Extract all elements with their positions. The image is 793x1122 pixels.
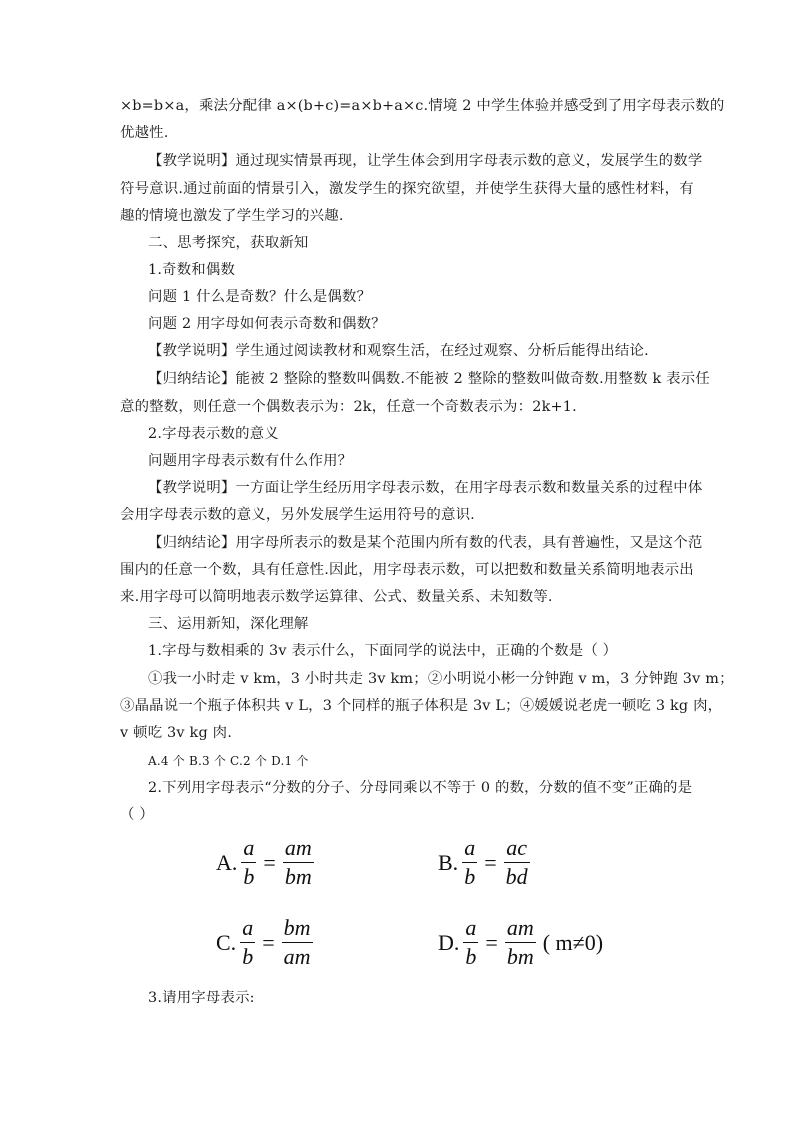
question-line: 问题 2 用字母如何表示奇数和偶数？ [148,316,386,332]
question-line: 问题 1 什么是奇数？什么是偶数？ [148,289,372,305]
option-label: D. [438,929,460,955]
exercise-statement: ③晶晶说一个瓶子体积共 v L，3 个同样的瓶子体积是 3v L；④媛媛说老虎一顿吃 3 kg 肉， [120,698,723,714]
question-line: 问题用字母表示数有什么作用？ [148,453,353,469]
text-line: 符号意识.通过前面的情景引入，激发学生的探究欲望，并使学生获得大量的感性材料，有 [120,181,694,197]
fraction: $\frac{a}{b}$ [465,915,477,970]
fraction: $\frac{a}{b}$ [242,915,254,970]
fraction: $\frac{ac}{bd}$ [505,835,528,890]
answer-blank: （ ） [120,807,154,823]
teaching-note: 【教学说明】一方面让学生经历用字母表示数，在用字母表示数和数量关系的过程中体 [148,480,703,496]
answer-choices: A.4 个 B.3 个 C.2 个 D.1 个 [148,754,309,768]
text-line: 优越性. [120,125,169,141]
exercise-statement: v 顿吃 3v kg 肉. [120,725,232,741]
text-line: 趣的情境也激发了学生学习的兴趣. [120,208,344,224]
fraction: $\frac{am}{bm}$ [284,835,312,890]
exercise-question: 2.下列用字母表示“分数的分子、分母同乘以不等于 0 的数，分数的值不变”正确的是 [148,780,693,796]
fraction: $\frac{a}{b}$ [464,835,476,890]
subsection-heading: 1.奇数和偶数 [148,262,236,278]
exercise-statement: ①我一小时走 v km，3 小时共走 3v km；②小明说小彬一分钟跑 v m，3 分钟跑 3v m； [148,671,734,687]
option-label: B. [438,849,459,875]
fraction: $\frac{a}{b}$ [243,835,255,890]
teaching-note: 【教学说明】通过现实情景再现，让学生体会到用字母表示数的意义，发展学生的数学 [148,153,703,169]
text-line: 围内的任意一个数，具有任意性.因此，用字母表示数，可以把数和数量关系简明地表示出 [120,562,694,578]
section-heading: 二、思考探究，获取新知 [148,235,309,251]
conclusion: 【归纳结论】用字母所表示的数是某个范围内所有数的代表，具有普遍性，又是这个范 [148,535,703,551]
text-line: ×b=b×a，乘法分配律 a×(b+c)=a×b+a×c.情境 2 中学生体验并感受到了用字母表示数的 [120,98,725,114]
option-label: C. [216,929,237,955]
option-a-formula: A. $\frac{a}{b}$ = $\frac{am}{bm}$ [216,835,312,890]
text-line: 会用字母表示数的意义，另外发展学生运用符号的意识. [120,507,475,523]
exercise-question: 3.请用字母表示: [148,990,255,1006]
condition: ( m≠0) [542,929,604,955]
teaching-note: 【教学说明】学生通过阅读教材和观察生活，在经过观察、分析后能得出结论. [148,343,649,359]
fraction: $\frac{bm}{am}$ [283,915,311,970]
option-c-formula: C. $\frac{a}{b}$ = $\frac{bm}{am}$ [216,915,311,970]
option-b-formula: B. $\frac{a}{b}$ = $\frac{ac}{bd}$ [438,835,528,890]
subsection-heading: 2.字母表示数的意义 [148,426,279,442]
section-heading: 三、运用新知，深化理解 [148,616,309,632]
option-d-formula: D. $\frac{a}{b}$ = $\frac{am}{bm}$ ( m≠0) [438,915,604,970]
conclusion: 【归纳结论】能被 2 整除的整数叫偶数.不能被 2 整除的整数叫做奇数.用整数 k 表示任 [148,371,710,387]
exercise-question: 1.字母与数相乘的 3v 表示什么，下面同学的说法中，正确的个数是（ ） [148,643,618,659]
text-line: 来.用字母可以简明地表示数学运算律、公式、数量关系、未知数等. [120,589,553,605]
option-label: A. [216,849,238,875]
text-line: 意的整数，则任意一个偶数表示为：2k，任意一个奇数表示为：2k+1. [120,399,577,415]
fraction: $\frac{am}{bm}$ [506,915,534,970]
